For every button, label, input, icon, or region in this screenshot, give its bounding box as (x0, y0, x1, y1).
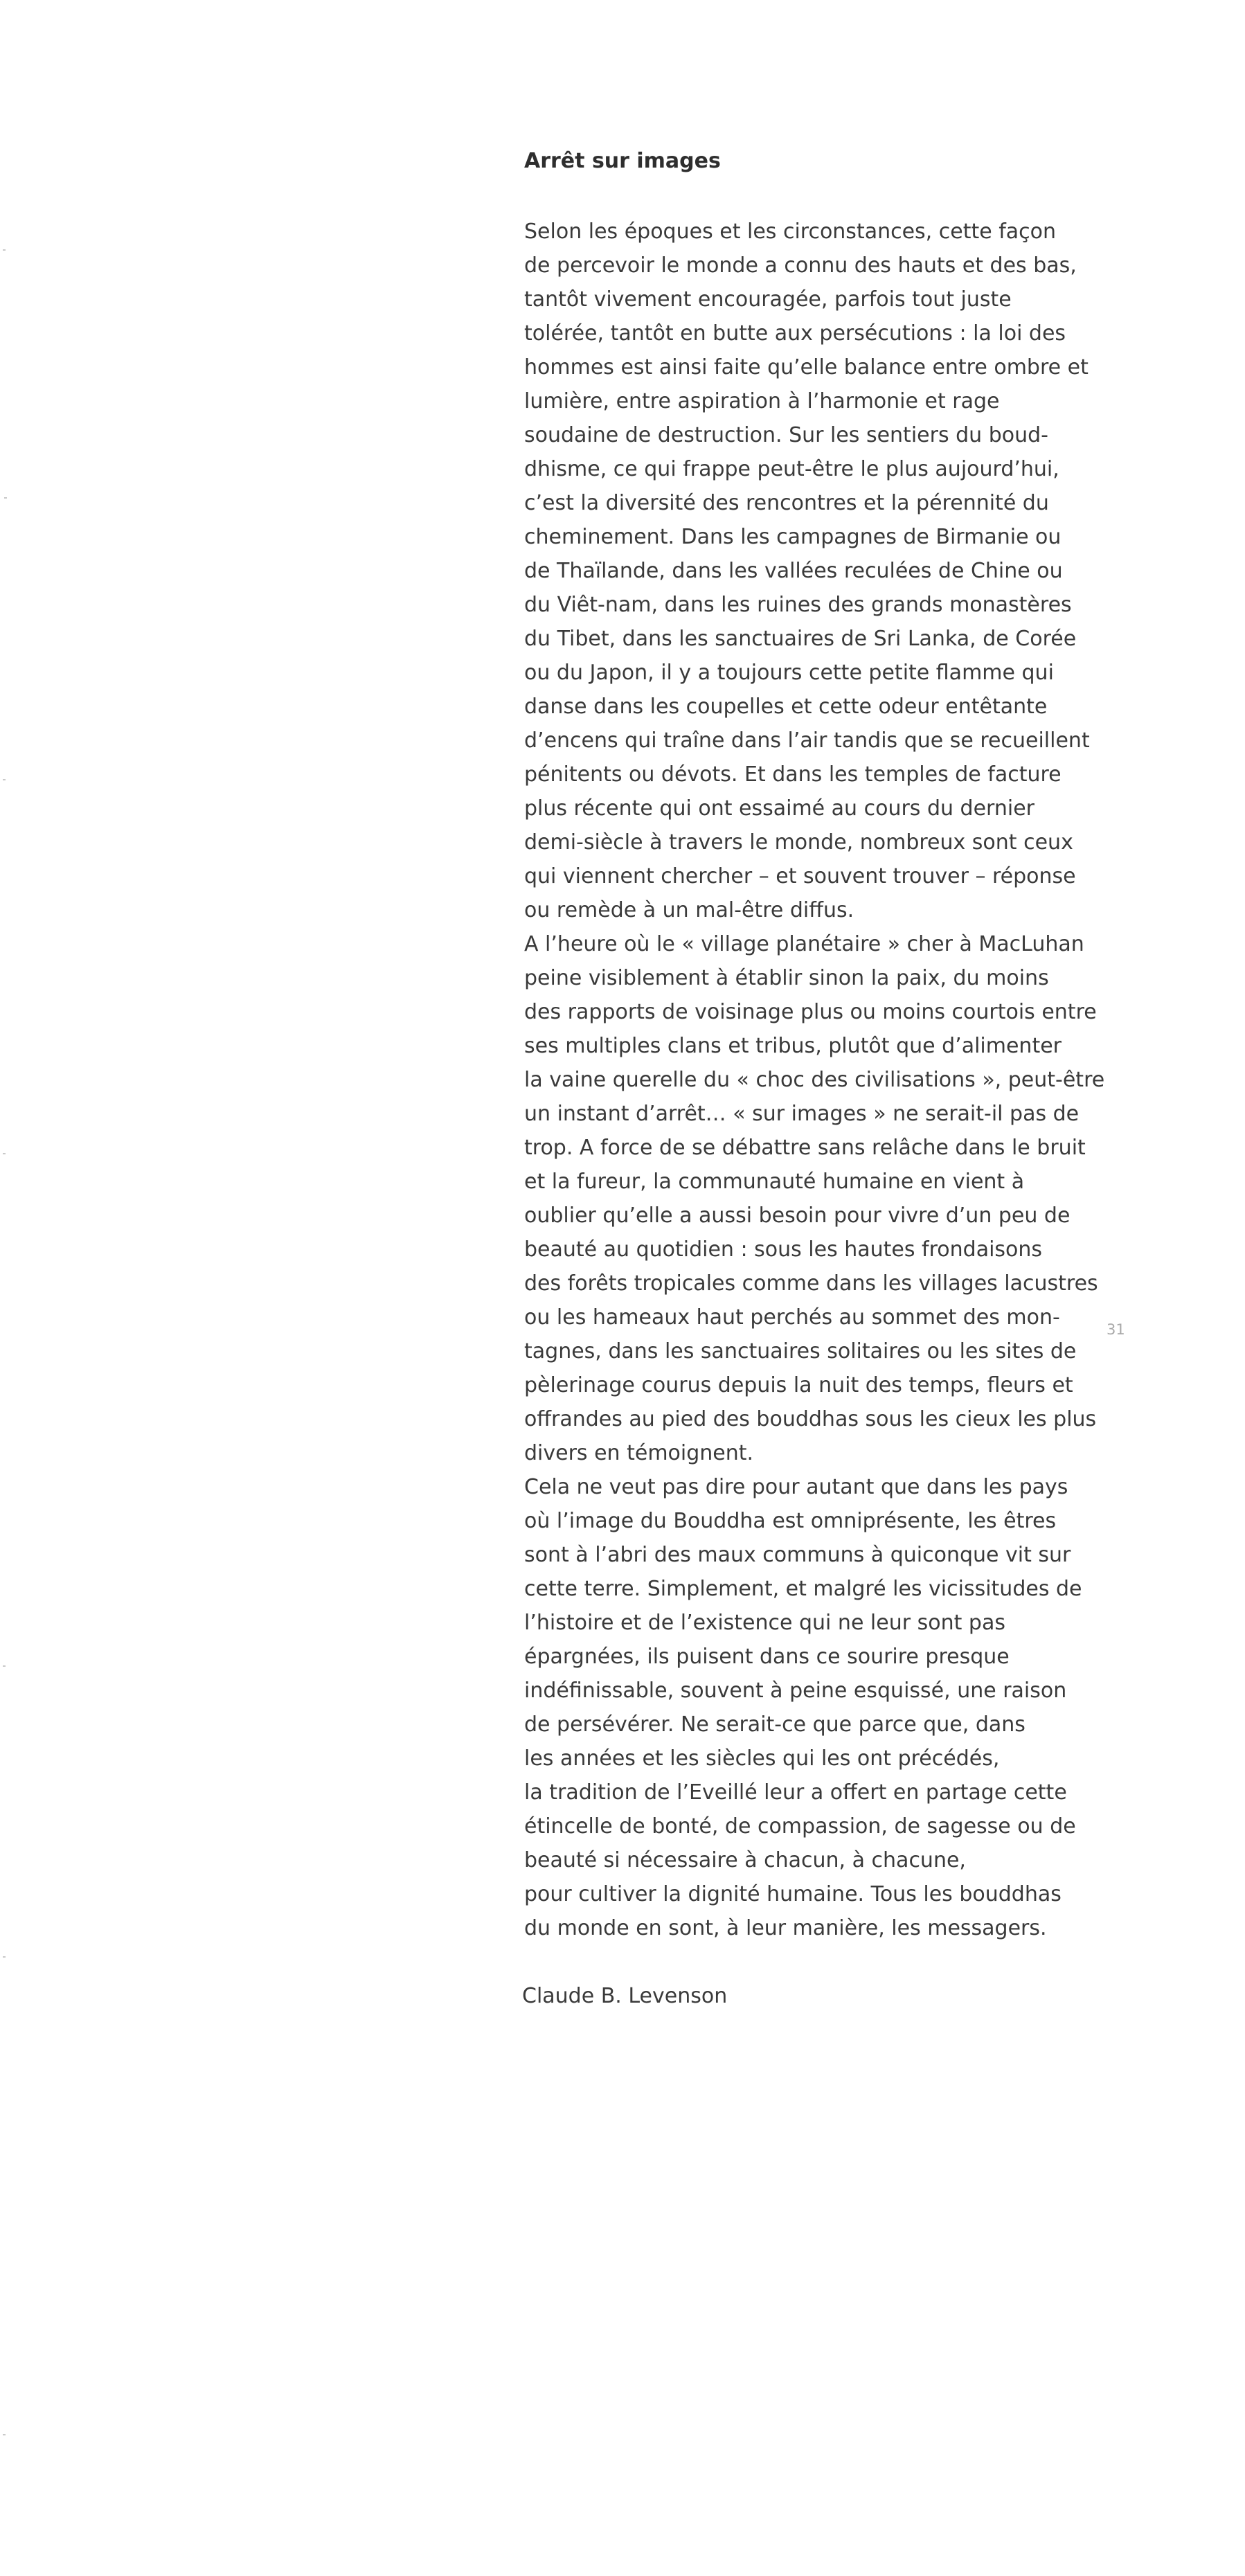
scan-mark (3, 249, 6, 251)
text-line: les années et les siècles qui les ont précédés, (524, 1746, 1000, 1771)
text-line: tolérée, tantôt en butte aux persécutions : la loi des (524, 321, 1066, 346)
text-line: soudaine de destruction. Sur les sentiers du boud- (524, 423, 1048, 447)
text-line: oublier qu’elle a aussi besoin pour vivre d’un peu de (524, 1204, 1071, 1228)
text-line: Selon les époques et les circonstances, cette façon (524, 220, 1057, 244)
text-line: offrandes au pied des bouddhas sous les cieux les plus (524, 1407, 1097, 1431)
scan-mark (3, 779, 6, 780)
text-line: de percevoir le monde a connu des hauts et des bas, (524, 253, 1077, 278)
text-line: et la fureur, la communauté humaine en vient à (524, 1170, 1025, 1194)
text-line: pour cultiver la dignité humaine. Tous les bouddhas (524, 1882, 1062, 1906)
text-line: qui viennent chercher – et souvent trouver – réponse (524, 864, 1076, 888)
text-line: demi-siècle à travers le monde, nombreux sont ceux (524, 830, 1073, 855)
text-line: ou du Japon, il y a toujours cette petite flamme qui (524, 661, 1054, 685)
text-line: danse dans les coupelles et cette odeur entêtante (524, 695, 1048, 719)
text-line: ses multiples clans et tribus, plutôt que d’alimenter (524, 1034, 1062, 1058)
scan-mark (4, 497, 7, 499)
author-signature: Claude B. Levenson (522, 1984, 728, 2008)
text-line: lumière, entre aspiration à l’harmonie et rage (524, 389, 1000, 413)
text-line: dhisme, ce qui frappe peut-être le plus aujourd’hui, (524, 457, 1059, 481)
text-line: un instant d’arrêt… « sur images » ne serait-il pas de (524, 1102, 1080, 1126)
scan-mark (3, 1665, 6, 1667)
text-line: de Thaïlande, dans les vallées reculées de Chine ou (524, 559, 1063, 583)
text-line: la vaine querelle du « choc des civilisations », peut-être (524, 1068, 1105, 1092)
text-line: l’histoire et de l’existence qui ne leur sont pas (524, 1611, 1005, 1635)
scan-mark (3, 1956, 6, 1958)
text-line: A l’heure où le « village planétaire » cher à MacLuhan (524, 932, 1084, 956)
text-line: ou remède à un mal-être diffus. (524, 898, 854, 922)
text-line: étincelle de bonté, de compassion, de sagesse ou de (524, 1814, 1076, 1839)
text-line: tantôt vivement encouragée, parfois tout juste (524, 287, 1012, 312)
text-line: divers en témoignent. (524, 1441, 754, 1465)
text-line: d’encens qui traîne dans l’air tandis que se recueillent (524, 728, 1090, 753)
text-line: la tradition de l’Eveillé leur a offert en partage cette (524, 1780, 1067, 1805)
text-line: indéfinissable, souvent à peine esquissé, une raison (524, 1679, 1067, 1703)
text-line: c’est la diversité des rencontres et la pérennité du (524, 491, 1049, 515)
text-line: des forêts tropicales comme dans les villages lacustres (524, 1271, 1098, 1296)
text-line: ou les hameaux haut perchés au sommet des mon- (524, 1305, 1060, 1330)
text-line: beauté si nécessaire à chacun, à chacune, (524, 1848, 966, 1872)
article-title: Arrêt sur images (524, 149, 721, 173)
text-line: cheminement. Dans les campagnes de Birmanie ou (524, 525, 1062, 549)
text-line: hommes est ainsi faite qu’elle balance entre ombre et (524, 355, 1089, 379)
text-line: Cela ne veut pas dire pour autant que dans les pays (524, 1475, 1068, 1499)
text-line: trop. A force de se débattre sans relâche dans le bruit (524, 1136, 1086, 1160)
text-line: du Viêt-nam, dans les ruines des grands monastères (524, 593, 1072, 617)
text-line: de persévérer. Ne serait-ce que parce que, dans (524, 1712, 1025, 1737)
text-line: des rapports de voisinage plus ou moins courtois entre (524, 1000, 1097, 1024)
text-line: épargnées, ils puisent dans ce sourire presque (524, 1645, 1010, 1669)
scan-mark (3, 2434, 6, 2435)
text-line: sont à l’abri des maux communs à quiconque vit sur (524, 1543, 1071, 1567)
text-line: pèlerinage courus depuis la nuit des temps, fleurs et (524, 1373, 1073, 1397)
text-line: où l’image du Bouddha est omniprésente, les êtres (524, 1509, 1057, 1533)
text-line: cette terre. Simplement, et malgré les vicissitudes de (524, 1577, 1082, 1601)
text-line: peine visiblement à établir sinon la paix, du moins (524, 966, 1049, 990)
text-line: beauté au quotidien : sous les hautes frondaisons (524, 1237, 1043, 1262)
scan-mark (3, 1153, 6, 1154)
text-line: plus récente qui ont essaimé au cours du dernier (524, 796, 1034, 821)
text-line: du Tibet, dans les sanctuaires de Sri Lanka, de Corée (524, 627, 1077, 651)
article-body (524, 215, 1105, 1945)
text-line: tagnes, dans les sanctuaires solitaires ou les sites de (524, 1339, 1077, 1363)
page-number: 31 (1107, 1321, 1125, 1338)
text-line: pénitents ou dévots. Et dans les temples de facture (524, 762, 1062, 787)
text-line: du monde en sont, à leur manière, les messagers. (524, 1916, 1047, 1940)
